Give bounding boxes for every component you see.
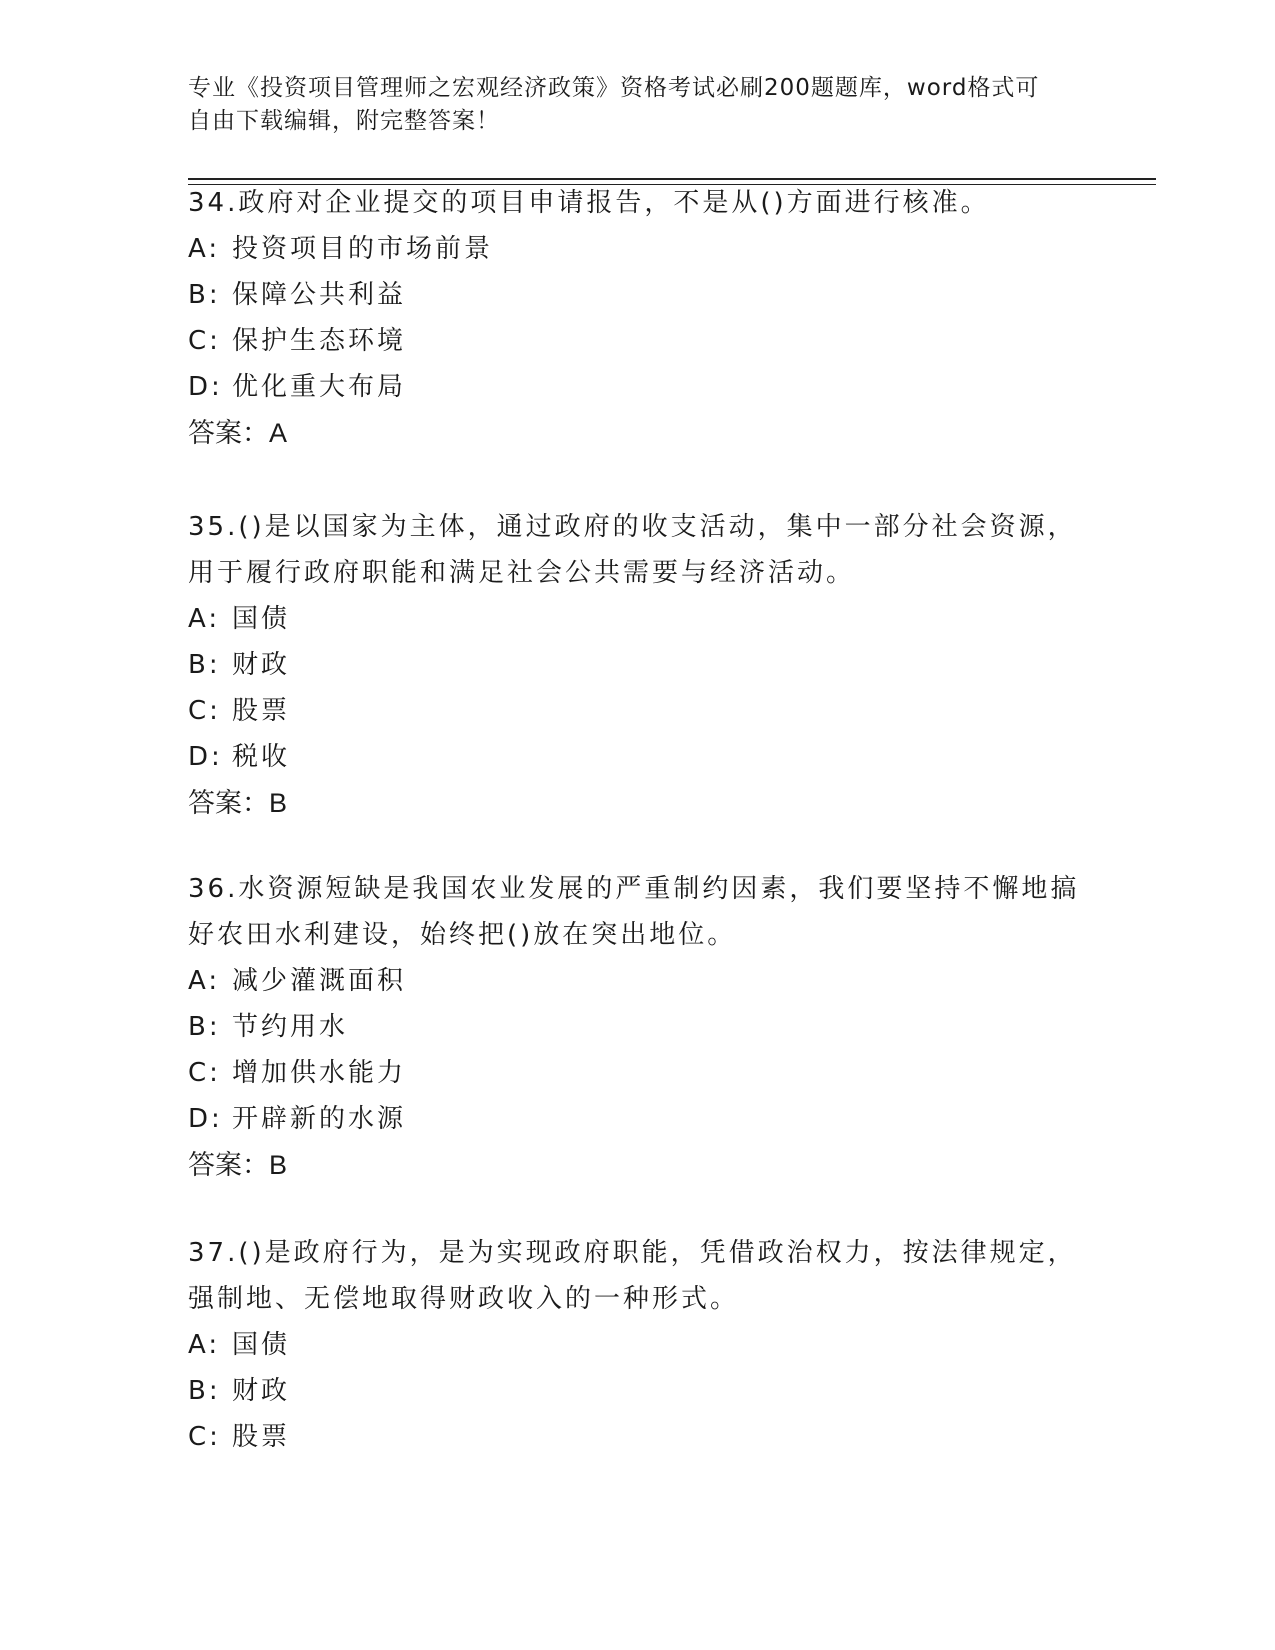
question-35 xyxy=(188,504,1088,826)
option-c xyxy=(188,318,1088,364)
header-line-2: 自由下载编辑，附完整答案！ xyxy=(188,108,500,134)
question-37 xyxy=(188,1230,1088,1460)
question-36 xyxy=(188,866,1088,1188)
option-key: C: xyxy=(188,696,221,726)
question-text-line-1: 35.()是以国家为主体，通过政府的收支活动，集中一部分社会资源， xyxy=(188,512,1077,542)
question-text-line-2: 强制地、无偿地取得财政收入的一种形式。 xyxy=(188,1284,740,1314)
question-text: 34.政府对企业提交的项目申请报告，不是从()方面进行核准。 xyxy=(188,188,990,218)
option-key: C: xyxy=(188,326,221,356)
option-text: 保障公共利益 xyxy=(232,280,407,310)
question-text-line-1: 36.水资源短缺是我国农业发展的严重制约因素，我们要坚持不懈地搞 xyxy=(188,874,1080,904)
option-key: A: xyxy=(188,1330,221,1360)
option-c xyxy=(188,1050,1088,1096)
option-a xyxy=(188,226,1088,272)
option-text: 优化重大布局 xyxy=(232,372,407,402)
option-text: 开辟新的水源 xyxy=(232,1104,407,1134)
option-text: 减少灌溉面积 xyxy=(232,966,407,996)
option-text: 节约用水 xyxy=(232,1012,349,1042)
option-text: 国债 xyxy=(232,604,291,634)
option-b xyxy=(188,1004,1088,1050)
option-key: D: xyxy=(188,1104,223,1134)
answer: 答案：B xyxy=(188,788,288,818)
option-d xyxy=(188,364,1088,410)
option-text: 税收 xyxy=(232,742,291,772)
option-key: A: xyxy=(188,234,221,264)
option-b xyxy=(188,642,1088,688)
option-a xyxy=(188,958,1088,1004)
document-header xyxy=(188,72,1088,138)
option-key: B: xyxy=(188,650,221,680)
header-line-1: 专业《投资项目管理师之宏观经济政策》资格考试必刷200题题库，word格式可 xyxy=(188,75,1040,101)
question-text-line-2: 好农田水利建设，始终把()放在突出地位。 xyxy=(188,920,737,950)
option-c xyxy=(188,688,1088,734)
option-key: B: xyxy=(188,1376,221,1406)
answer: 答案：B xyxy=(188,1150,288,1180)
option-d xyxy=(188,734,1088,780)
option-c xyxy=(188,1414,1088,1460)
option-a xyxy=(188,1322,1088,1368)
question-text-line-1: 37.()是政府行为，是为实现政府职能，凭借政治权力，按法律规定， xyxy=(188,1238,1077,1268)
option-key: B: xyxy=(188,280,221,310)
option-b xyxy=(188,272,1088,318)
option-a xyxy=(188,596,1088,642)
option-key: A: xyxy=(188,966,221,996)
option-text: 增加供水能力 xyxy=(232,1058,407,1088)
answer: 答案：A xyxy=(188,418,288,448)
option-d xyxy=(188,1096,1088,1142)
option-key: A: xyxy=(188,604,221,634)
option-text: 股票 xyxy=(232,1422,291,1452)
option-text: 投资项目的市场前景 xyxy=(232,234,494,264)
option-key: D: xyxy=(188,742,223,772)
option-key: B: xyxy=(188,1012,221,1042)
option-text: 保护生态环境 xyxy=(232,326,407,356)
option-b xyxy=(188,1368,1088,1414)
option-text: 股票 xyxy=(232,696,291,726)
option-text: 财政 xyxy=(232,650,291,680)
option-key: C: xyxy=(188,1058,221,1088)
question-text-line-2: 用于履行政府职能和满足社会公共需要与经济活动。 xyxy=(188,558,856,588)
option-key: D: xyxy=(188,372,223,402)
option-key: C: xyxy=(188,1422,221,1452)
question-34 xyxy=(188,180,1088,456)
option-text: 国债 xyxy=(232,1330,291,1360)
option-text: 财政 xyxy=(232,1376,291,1406)
